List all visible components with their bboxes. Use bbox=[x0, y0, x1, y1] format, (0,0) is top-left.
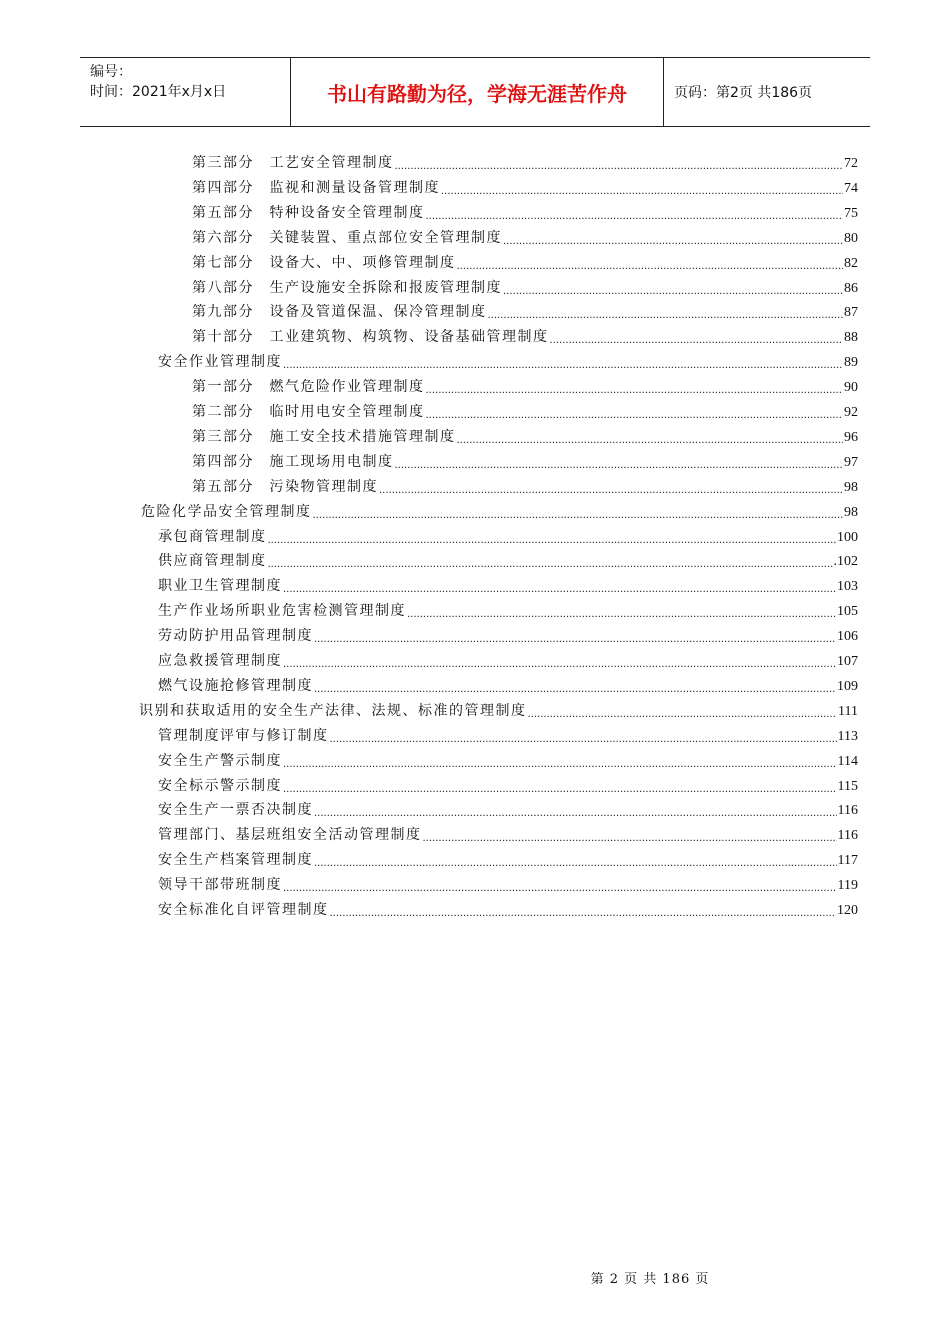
toc-entry-title: 第七部分 设备大、中、项修管理制度 bbox=[192, 254, 456, 271]
document-number-label: 编号： bbox=[90, 64, 132, 80]
toc-entry-title: 安全生产档案管理制度 bbox=[158, 852, 313, 869]
toc-leader-dots bbox=[314, 684, 836, 695]
toc-entry[interactable] bbox=[141, 497, 858, 521]
header-page-info: 页码：第2页 共186页 bbox=[674, 85, 813, 101]
toc-entry-title: 第二部分 临时用电安全管理制度 bbox=[192, 404, 425, 420]
toc-entry-page: 75 bbox=[844, 205, 858, 221]
toc-entry[interactable] bbox=[192, 198, 858, 222]
toc-entry[interactable] bbox=[192, 397, 858, 421]
toc-leader-dots bbox=[283, 759, 837, 770]
toc-entry-page: 98 bbox=[844, 479, 858, 495]
toc-entry-page: 80 bbox=[844, 230, 858, 246]
toc-leader-dots bbox=[283, 584, 836, 595]
toc-entry-title: 第五部分 污染物管理制度 bbox=[192, 478, 378, 495]
toc-entry[interactable] bbox=[158, 646, 858, 670]
toc-leader-dots bbox=[330, 734, 837, 745]
toc-entry[interactable] bbox=[158, 795, 858, 819]
toc-leader-dots bbox=[528, 709, 838, 720]
toc-entry-title: 第四部分 监视和测量设备管理制度 bbox=[192, 179, 440, 196]
toc-leader-dots bbox=[457, 435, 844, 446]
toc-entry-page: 98 bbox=[844, 504, 858, 520]
toc-leader-dots bbox=[457, 261, 844, 272]
toc-entry-title: 安全生产警示制度 bbox=[158, 752, 282, 769]
toc-entry[interactable] bbox=[158, 870, 858, 894]
toc-leader-dots bbox=[268, 535, 837, 546]
toc-entry-page: 105 bbox=[837, 604, 858, 620]
toc-leader-dots bbox=[503, 236, 843, 247]
toc-entry-title: 第五部分 特种设备安全管理制度 bbox=[192, 204, 425, 221]
toc-entry-title: 第三部分 施工安全技术措施管理制度 bbox=[192, 428, 456, 445]
toc-entry[interactable] bbox=[158, 845, 858, 869]
toc-entry-title: 安全标示警示制度 bbox=[158, 777, 282, 794]
toc-leader-dots bbox=[503, 286, 843, 297]
toc-entry-title: 第九部分 设备及管道保温、保冷管理制度 bbox=[192, 304, 487, 321]
toc-leader-dots bbox=[283, 883, 837, 894]
toc-entry-page: 113 bbox=[837, 728, 858, 744]
toc-entry[interactable] bbox=[158, 895, 858, 919]
toc-leader-dots bbox=[488, 310, 844, 321]
toc-entry-title: 领导干部带班制度 bbox=[158, 877, 282, 894]
toc-entry-title: 第八部分 生产设施安全拆除和报废管理制度 bbox=[192, 279, 502, 296]
toc-leader-dots bbox=[314, 858, 837, 869]
toc-entry[interactable] bbox=[192, 248, 858, 272]
header-motto: 书山有路勤为径，学海无涯苦作舟 bbox=[291, 58, 664, 126]
toc-entry[interactable] bbox=[192, 173, 858, 197]
toc-entry-title: 安全标准化自评管理制度 bbox=[158, 902, 329, 918]
toc-leader-dots bbox=[426, 410, 844, 421]
toc-entry[interactable] bbox=[192, 273, 858, 297]
toc-entry-page: 82 bbox=[844, 255, 858, 271]
toc-entry-title: 第四部分 施工现场用电制度 bbox=[192, 453, 394, 470]
toc-entry-title: 识别和获取适用的安全生产法律、法规、标准的管理制度 bbox=[139, 702, 527, 719]
toc-entry-page: 74 bbox=[844, 180, 858, 196]
toc-leader-dots bbox=[268, 559, 833, 570]
document-time: 时间：2021年x月x日 bbox=[90, 84, 227, 100]
toc-entry[interactable] bbox=[158, 820, 858, 844]
toc-leader-dots bbox=[426, 211, 844, 222]
toc-entry[interactable] bbox=[158, 596, 858, 620]
toc-entry-page: 106 bbox=[837, 629, 858, 645]
toc-entry[interactable] bbox=[158, 522, 858, 546]
toc-entry-page: 97 bbox=[844, 454, 858, 470]
toc-leader-dots bbox=[379, 485, 843, 496]
toc-entry-page: 72 bbox=[844, 156, 858, 171]
toc-leader-dots bbox=[441, 186, 843, 197]
toc-leader-dots bbox=[395, 161, 844, 172]
toc-entry-page: 119 bbox=[837, 878, 858, 894]
toc-entry-title: 第十部分 工业建筑物、构筑物、设备基础管理制度 bbox=[192, 329, 549, 346]
toc-entry-title: 第一部分 燃气危险作业管理制度 bbox=[192, 379, 425, 396]
toc-entry-title: 管理部门、基层班组安全活动管理制度 bbox=[158, 827, 422, 844]
toc-entry-page: 87 bbox=[844, 305, 858, 321]
toc-entry-title: 供应商管理制度 bbox=[158, 553, 267, 570]
toc-entry[interactable] bbox=[158, 571, 858, 595]
toc-entry[interactable] bbox=[192, 372, 858, 396]
toc-entry[interactable] bbox=[158, 746, 858, 770]
toc-entry[interactable] bbox=[158, 671, 858, 695]
toc-leader-dots bbox=[313, 510, 844, 521]
toc-entry[interactable] bbox=[158, 546, 858, 570]
toc-leader-dots bbox=[407, 609, 836, 620]
toc-entry[interactable] bbox=[139, 696, 858, 720]
toc-leader-dots bbox=[550, 335, 844, 346]
toc-entry[interactable] bbox=[192, 223, 858, 247]
toc-leader-dots bbox=[314, 634, 836, 645]
toc-entry[interactable] bbox=[158, 347, 858, 371]
toc-entry-title: 劳动防护用品管理制度 bbox=[158, 628, 313, 645]
toc-entry[interactable] bbox=[158, 771, 858, 795]
toc-entry-page: 92 bbox=[844, 405, 858, 420]
toc-entry[interactable] bbox=[192, 148, 858, 172]
toc-entry-title: 承包商管理制度 bbox=[158, 528, 267, 545]
toc-entry-title: 生产作业场所职业危害检测管理制度 bbox=[158, 603, 406, 620]
toc-entry[interactable] bbox=[192, 322, 858, 346]
header-meta bbox=[80, 58, 291, 126]
toc-leader-dots bbox=[395, 460, 844, 471]
toc-entry-title: 第三部分 工艺安全管理制度 bbox=[192, 155, 394, 171]
toc-entry-page: .102 bbox=[833, 554, 858, 570]
toc-entry[interactable] bbox=[192, 422, 858, 446]
toc-entry-page: 96 bbox=[844, 429, 858, 445]
toc-entry-page: 109 bbox=[837, 678, 858, 694]
toc-entry-title: 管理制度评审与修订制度 bbox=[158, 727, 329, 744]
toc-entry[interactable] bbox=[192, 447, 858, 471]
toc-entry[interactable] bbox=[158, 621, 858, 645]
toc-entry-page: 111 bbox=[838, 703, 858, 719]
toc-leader-dots bbox=[283, 784, 837, 795]
toc-entry-title: 第六部分 关键装置、重点部位安全管理制度 bbox=[192, 229, 502, 246]
toc-entry-page: 115 bbox=[837, 778, 858, 794]
toc-leader-dots bbox=[283, 360, 843, 371]
toc-leader-dots bbox=[314, 808, 837, 819]
toc-leader-dots bbox=[283, 659, 836, 670]
toc-leader-dots bbox=[426, 385, 844, 396]
toc-entry-page: 120 bbox=[837, 903, 858, 918]
toc-entry-page: 88 bbox=[844, 330, 858, 346]
toc-entry-page: 114 bbox=[837, 753, 858, 769]
toc-entry-title: 应急救援管理制度 bbox=[158, 653, 282, 669]
toc-entry-page: 117 bbox=[837, 853, 858, 869]
page-footer: 第 2 页 共 186 页 bbox=[590, 1272, 710, 1287]
toc-entry[interactable] bbox=[192, 297, 858, 321]
toc-leader-dots bbox=[423, 833, 837, 844]
toc-entry-page: 86 bbox=[844, 280, 858, 296]
toc-entry-title: 职业卫生管理制度 bbox=[158, 578, 282, 595]
toc-entry[interactable] bbox=[158, 721, 858, 745]
toc-entry-page: 100 bbox=[837, 529, 858, 545]
toc-entry-title: 燃气设施抢修管理制度 bbox=[158, 677, 313, 694]
toc-entry-page: 89 bbox=[844, 355, 858, 371]
toc-entry-page: 103 bbox=[837, 579, 858, 595]
toc-entry-page: 116 bbox=[837, 828, 858, 844]
toc-leader-dots bbox=[330, 908, 837, 919]
page-header bbox=[80, 57, 870, 127]
toc-entry-title: 危险化学品安全管理制度 bbox=[141, 503, 312, 520]
toc-entry-page: 90 bbox=[844, 380, 858, 396]
toc-entry-title: 安全作业管理制度 bbox=[158, 354, 282, 371]
toc-entry-page: 107 bbox=[837, 654, 858, 669]
toc-entry-page: 116 bbox=[837, 803, 858, 819]
toc-entry-title: 安全生产一票否决制度 bbox=[158, 802, 313, 819]
toc-entry[interactable] bbox=[192, 472, 858, 496]
